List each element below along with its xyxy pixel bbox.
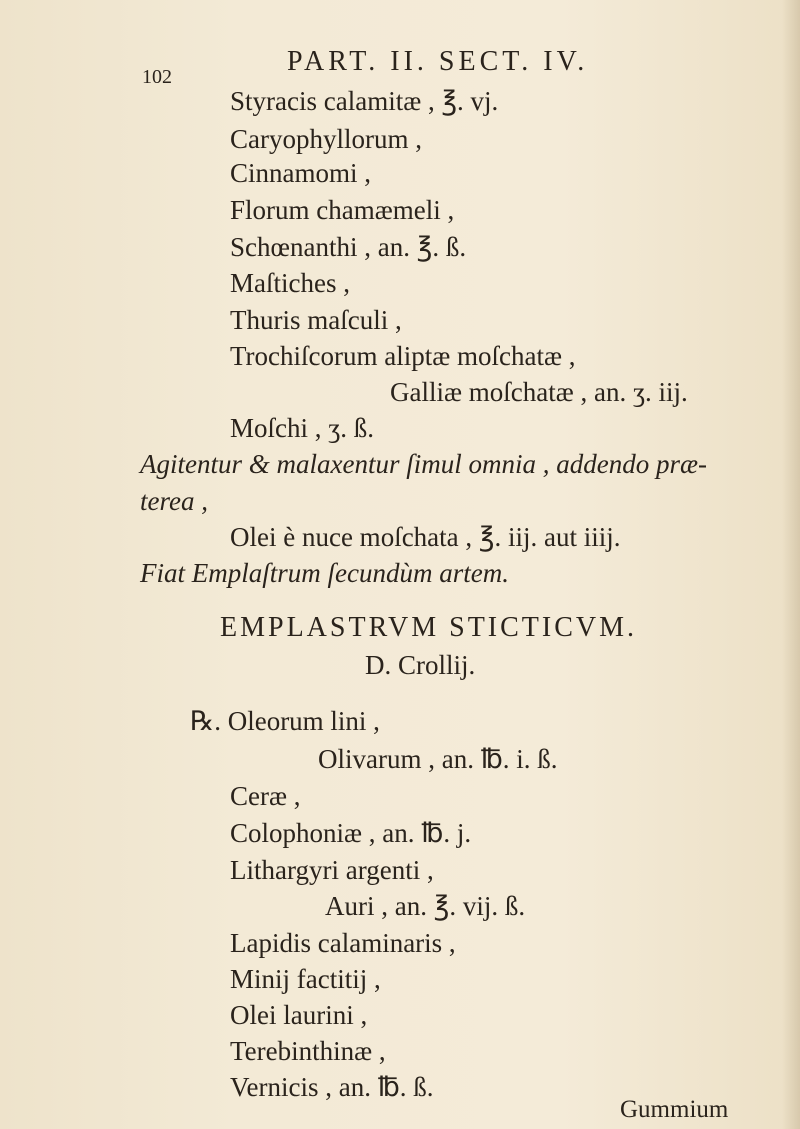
recipe-line: Lapidis calaminaris ,: [230, 928, 456, 958]
recipe-line: Auri , an. ℥. vij. ß.: [325, 891, 526, 921]
page-edge-shadow: [782, 0, 800, 1129]
recipe-line: Lithargyri argenti ,: [230, 855, 434, 885]
recipe-line: Olei laurini ,: [230, 1000, 368, 1030]
running-title: PART. II. SECT. IV.: [287, 46, 589, 77]
recipe-line: Thuris maſculi ,: [230, 305, 402, 335]
recipe-line: Olivarum , an. ℔. i. ß.: [318, 744, 558, 774]
recipe-line: Vernicis , an. ℔. ß.: [230, 1072, 434, 1102]
page-number: 102: [142, 66, 172, 88]
recipe-line: Galliæ moſchatæ , an. ʒ. iij.: [390, 377, 688, 407]
recipe-line: Moſchi , ʒ. ß.: [230, 413, 374, 443]
recipe-line: Schœnanthi , an. ℥. ß.: [230, 232, 467, 262]
recipe-line: Minij factitij ,: [230, 964, 381, 994]
recipe-line: Florum chamæmeli ,: [230, 195, 455, 225]
instruction-line: Agitentur & malaxentur ſimul omnia , addendo præ-: [140, 449, 707, 479]
section-author: D. Crollij.: [365, 650, 476, 680]
recipe-line: ℞. Oleorum lini ,: [190, 706, 380, 736]
instruction-line: terea ,: [140, 486, 208, 516]
recipe-line: Trochiſcorum aliptæ moſchatæ ,: [230, 341, 576, 371]
recipe-line: Colophoniæ , an. ℔. j.: [230, 818, 472, 848]
instruction-line: Fiat Emplaſtrum ſecundùm artem.: [140, 558, 509, 588]
recipe-line: Maſtiches ,: [230, 268, 350, 298]
recipe-line: Cinnamomi ,: [230, 158, 371, 188]
recipe-line: Styracis calamitæ , ℥. vj.: [230, 86, 499, 116]
catchword: Gummium: [620, 1096, 729, 1123]
recipe-line: Caryophyllorum ,: [230, 124, 422, 154]
section-heading: EMPLASTRVM STICTICVM.: [220, 612, 638, 643]
recipe-line: Terebinthinæ ,: [230, 1036, 386, 1066]
recipe-line: Olei è nuce moſchata , ℥. iij. aut iiij.: [230, 522, 621, 552]
recipe-line: Ceræ ,: [230, 781, 301, 811]
